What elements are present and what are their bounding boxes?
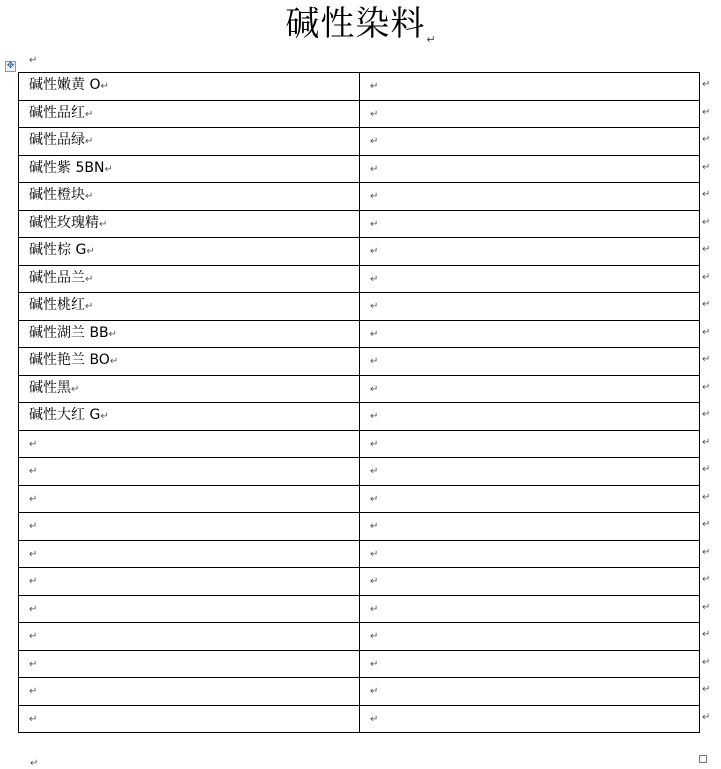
table-row [19, 650, 700, 678]
table-row [19, 155, 700, 183]
dye-name-cell[interactable] [19, 403, 360, 431]
dye-name-cell[interactable] [19, 238, 360, 266]
dye-name-cell[interactable] [19, 650, 360, 678]
value-cell[interactable] [360, 375, 700, 403]
table-row [19, 458, 700, 486]
cell-end-mark-icon: ↵ [29, 438, 38, 450]
cell-end-mark-icon: ↵ [29, 466, 38, 478]
cell-end-mark-icon: ↵ [370, 576, 379, 588]
value-cell[interactable] [360, 238, 700, 266]
cell-end-mark-icon: ↵ [29, 576, 38, 588]
dye-name-cell[interactable] [19, 678, 360, 706]
cell-end-mark-icon: ↵ [85, 273, 94, 285]
dye-name-cell[interactable] [19, 540, 360, 568]
value-cell[interactable] [360, 73, 700, 101]
dye-name-cell[interactable] [19, 595, 360, 623]
row-end-mark-icon: ↵ [702, 492, 711, 503]
cell-end-mark-icon: ↵ [370, 191, 379, 203]
cell-end-mark-icon: ↵ [370, 548, 379, 560]
cell-end-mark-icon: ↵ [108, 328, 118, 340]
paragraph-mark-icon: ↵ [426, 33, 436, 46]
cell-end-mark-icon: ↵ [370, 438, 379, 450]
cell-end-mark-icon: ↵ [29, 603, 38, 615]
cell-end-mark-icon: ↵ [29, 658, 38, 670]
row-end-mark-icon: ↵ [702, 437, 711, 448]
cell-text: 碱性嫩黄 O [29, 77, 101, 94]
table-row [19, 320, 700, 348]
cell-end-mark-icon: ↵ [370, 658, 379, 670]
table-resize-handle[interactable] [699, 755, 707, 763]
cell-end-mark-icon: ↵ [370, 411, 379, 423]
row-end-mark-icon: ↵ [702, 657, 711, 668]
value-cell[interactable] [360, 513, 700, 541]
cell-end-mark-icon: ↵ [29, 493, 38, 505]
cell-end-mark-icon: ↵ [370, 136, 379, 148]
value-cell[interactable] [360, 430, 700, 458]
row-end-mark-icon: ↵ [702, 684, 711, 695]
dye-name-cell[interactable] [19, 155, 360, 183]
dye-name-cell[interactable] [19, 348, 360, 376]
cell-text: 碱性橙块 [29, 187, 85, 204]
dye-name-cell[interactable] [19, 320, 360, 348]
row-end-mark-icon: ↵ [702, 574, 711, 585]
row-end-mark-icon: ↵ [702, 189, 711, 200]
dye-name-cell[interactable] [19, 183, 360, 211]
value-cell[interactable] [360, 540, 700, 568]
cell-text: 碱性玫瑰精 [29, 214, 99, 231]
row-end-mark-icon: ↵ [702, 602, 711, 613]
row-end-mark-icon: ↵ [702, 134, 711, 145]
dye-name-cell[interactable] [19, 458, 360, 486]
cell-end-mark-icon: ↵ [86, 246, 95, 258]
cell-end-mark-icon: ↵ [370, 383, 379, 395]
cell-end-mark-icon: ↵ [370, 273, 379, 285]
cell-text: 碱性品绿 [29, 132, 85, 149]
row-end-mark-icon: ↵ [702, 382, 711, 393]
value-cell[interactable] [360, 623, 700, 651]
cell-end-mark-icon: ↵ [71, 383, 80, 395]
cell-end-mark-icon: ↵ [29, 713, 38, 725]
cell-end-mark-icon: ↵ [370, 493, 379, 505]
table-row [19, 623, 700, 651]
dye-name-cell[interactable] [19, 623, 360, 651]
table-row [19, 375, 700, 403]
cell-end-mark-icon: ↵ [370, 218, 379, 230]
table-row [19, 73, 700, 101]
dye-name-cell[interactable] [19, 100, 360, 128]
cell-text: 碱性棕 G [29, 242, 87, 259]
row-end-mark-icon: ↵ [702, 629, 711, 640]
value-cell[interactable] [360, 210, 700, 238]
dye-name-cell[interactable] [19, 293, 360, 321]
cell-end-mark-icon: ↵ [104, 163, 113, 175]
dye-name-cell[interactable] [19, 375, 360, 403]
row-end-mark-icon: ↵ [702, 712, 711, 723]
cell-text: 碱性桃红 [29, 297, 85, 314]
cell-end-mark-icon: ↵ [85, 136, 94, 148]
cell-end-mark-icon: ↵ [370, 521, 379, 533]
table-row [19, 430, 700, 458]
row-end-mark-icon: ↵ [702, 299, 711, 310]
cell-text: 碱性品红 [29, 104, 85, 121]
dye-name-cell[interactable] [19, 513, 360, 541]
dye-name-cell[interactable] [19, 73, 360, 101]
cell-end-mark-icon: ↵ [100, 81, 109, 93]
cell-end-mark-icon: ↵ [99, 218, 108, 230]
row-end-mark-icon: ↵ [702, 547, 711, 558]
value-cell[interactable] [360, 293, 700, 321]
table-row [19, 348, 700, 376]
value-cell[interactable] [360, 320, 700, 348]
cell-end-mark-icon: ↵ [29, 686, 38, 698]
dye-name-cell[interactable] [19, 265, 360, 293]
cell-end-mark-icon: ↵ [29, 548, 38, 560]
value-cell[interactable] [360, 568, 700, 596]
title-text: 碱性染料 [285, 4, 426, 44]
dye-name-cell[interactable] [19, 210, 360, 238]
document-title [0, 2, 721, 62]
row-end-mark-icon: ↵ [702, 107, 711, 118]
cell-text: 碱性黑 [29, 379, 71, 396]
value-cell[interactable] [360, 678, 700, 706]
table-row [19, 705, 700, 733]
cell-text: 碱性紫 5BN [29, 159, 105, 176]
cell-text: 碱性品兰 [29, 269, 85, 286]
cell-end-mark-icon: ↵ [370, 328, 379, 340]
table-row [19, 540, 700, 568]
row-end-mark-icon: ↵ [702, 79, 711, 90]
table-row [19, 128, 700, 156]
dye-table[interactable] [18, 72, 700, 733]
cell-end-mark-icon: ↵ [370, 356, 379, 368]
dye-name-cell[interactable] [19, 705, 360, 733]
value-cell[interactable] [360, 155, 700, 183]
paragraph-mark-icon: ↵ [29, 55, 38, 66]
cell-end-mark-icon: ↵ [85, 191, 94, 203]
cell-end-mark-icon: ↵ [109, 356, 119, 368]
cell-end-mark-icon: ↵ [370, 81, 379, 93]
cell-end-mark-icon: ↵ [370, 163, 379, 175]
cell-end-mark-icon: ↵ [29, 521, 38, 533]
cell-end-mark-icon: ↵ [370, 631, 379, 643]
value-cell[interactable] [360, 403, 700, 431]
row-end-mark-icon: ↵ [702, 244, 711, 255]
cell-end-mark-icon: ↵ [370, 713, 379, 725]
value-cell[interactable] [360, 595, 700, 623]
cell-end-mark-icon: ↵ [370, 603, 379, 615]
cell-text: 碱性湖兰 BB [29, 324, 109, 341]
table-row [19, 293, 700, 321]
cell-end-mark-icon: ↵ [85, 301, 94, 313]
row-end-mark-icon: ↵ [702, 272, 711, 283]
cell-end-mark-icon: ↵ [370, 108, 379, 120]
cell-end-mark-icon: ↵ [370, 246, 379, 258]
value-cell[interactable] [360, 183, 700, 211]
cell-end-mark-icon: ↵ [370, 301, 379, 313]
dye-name-cell[interactable] [19, 430, 360, 458]
table-row [19, 265, 700, 293]
table-row [19, 678, 700, 706]
table-row [19, 595, 700, 623]
table-row [19, 210, 700, 238]
value-cell[interactable] [360, 650, 700, 678]
row-end-mark-icon: ↵ [702, 409, 711, 420]
value-cell[interactable] [360, 265, 700, 293]
row-end-mark-icon: ↵ [702, 519, 711, 530]
table-row [19, 568, 700, 596]
value-cell[interactable] [360, 458, 700, 486]
value-cell[interactable] [360, 485, 700, 513]
table-move-handle-icon[interactable]: ✥ [6, 61, 15, 71]
row-end-mark-icon: ↵ [702, 217, 711, 228]
table-row [19, 403, 700, 431]
dye-name-cell[interactable] [19, 485, 360, 513]
dye-name-cell[interactable] [19, 128, 360, 156]
cell-text: 碱性大红 G [29, 407, 101, 424]
value-cell[interactable] [360, 128, 700, 156]
cell-end-mark-icon: ↵ [370, 466, 379, 478]
row-end-mark-icon: ↵ [702, 464, 711, 475]
row-end-mark-icon: ↵ [702, 162, 711, 173]
cell-end-mark-icon: ↵ [85, 108, 94, 120]
cell-text: 碱性艳兰 BO [29, 352, 110, 369]
value-cell[interactable] [360, 100, 700, 128]
dye-name-cell[interactable] [19, 568, 360, 596]
cell-end-mark-icon: ↵ [100, 411, 109, 423]
value-cell[interactable] [360, 348, 700, 376]
table-row [19, 100, 700, 128]
value-cell[interactable] [360, 705, 700, 733]
table-row [19, 183, 700, 211]
table-row [19, 238, 700, 266]
row-end-mark-icon: ↵ [702, 354, 711, 365]
row-end-mark-icon: ↵ [702, 327, 711, 338]
cell-end-mark-icon: ↵ [29, 631, 38, 643]
table-row [19, 485, 700, 513]
cell-end-mark-icon: ↵ [370, 686, 379, 698]
table-row [19, 513, 700, 541]
paragraph-mark-icon: ↵ [30, 758, 39, 769]
